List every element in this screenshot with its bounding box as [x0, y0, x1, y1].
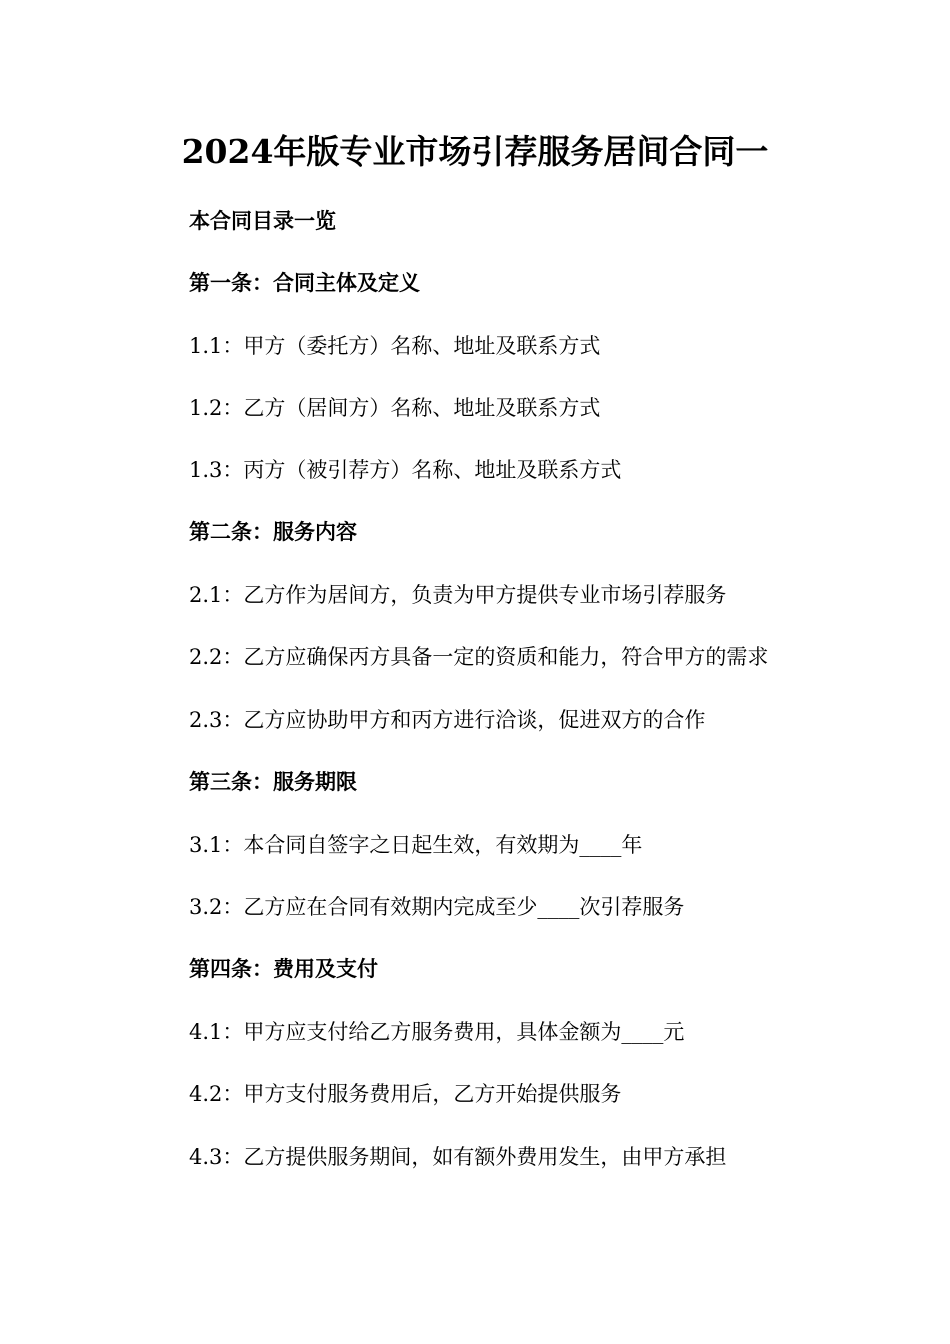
clause-2-2: 2.2：乙方应确保丙方具备一定的资质和能力，符合甲方的需求	[189, 645, 769, 669]
article-3-heading: 第三条：服务期限	[189, 769, 357, 794]
toc-heading: 本合同目录一览	[189, 208, 336, 233]
clause-3-1: 3.1：本合同自签字之日起生效，有效期为____年	[189, 833, 643, 857]
clause-1-2: 1.2：乙方（居间方）名称、地址及联系方式	[189, 396, 601, 420]
clause-4-2: 4.2：甲方支付服务费用后，乙方开始提供服务	[189, 1082, 622, 1106]
clause-2-1: 2.1：乙方作为居间方，负责为甲方提供专业市场引荐服务	[189, 583, 727, 607]
article-4-heading: 第四条：费用及支付	[189, 956, 378, 981]
clause-2-3: 2.3：乙方应协助甲方和丙方进行洽谈，促进双方的合作	[189, 708, 706, 732]
article-1-heading: 第一条：合同主体及定义	[189, 270, 420, 295]
clause-4-1: 4.1：甲方应支付给乙方服务费用，具体金额为____元	[189, 1020, 685, 1044]
clause-1-1: 1.1：甲方（委托方）名称、地址及联系方式	[189, 334, 601, 358]
document-title: 2024年版专业市场引荐服务居间合同一	[181, 132, 769, 171]
clause-1-3: 1.3：丙方（被引荐方）名称、地址及联系方式	[189, 458, 622, 482]
article-2-heading: 第二条：服务内容	[189, 519, 357, 544]
clause-4-3: 4.3：乙方提供服务期间，如有额外费用发生，由甲方承担	[189, 1145, 727, 1169]
clause-3-2: 3.2：乙方应在合同有效期内完成至少____次引荐服务	[189, 895, 685, 919]
